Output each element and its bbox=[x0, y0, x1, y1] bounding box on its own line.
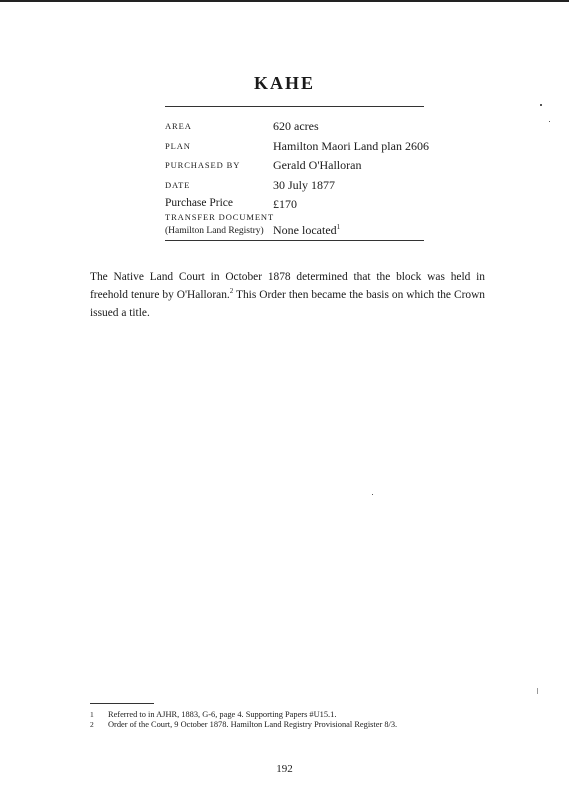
body-paragraph: The Native Land Court in October 1878 determined that the block was held in freehold tenure by O'Halloran.$^2$ This Order then became the basis on which the Crown issued a title. bbox=[90, 271, 485, 319]
footnote-text: Order of the Court, 9 October 1878. Hamilton Land Registry Provisional Register 8/3. bbox=[108, 720, 398, 729]
detail-value: £170 bbox=[273, 197, 297, 211]
footnote-rule bbox=[90, 703, 154, 704]
footnote-ref: 2 bbox=[229, 287, 234, 296]
table-top-rule bbox=[165, 106, 424, 107]
detail-label: Purchase Price bbox=[165, 197, 234, 209]
detail-label: PLAN bbox=[165, 141, 191, 151]
footnote-text: Referred to in AJHR, 1883, G-6, page 4. Supporting Papers #U15.1. bbox=[108, 710, 337, 719]
detail-value: None located$^1$ bbox=[273, 223, 341, 237]
footnote-number: 1 bbox=[90, 710, 94, 719]
table-bottom-rule bbox=[165, 240, 424, 241]
scan-speck bbox=[372, 494, 373, 495]
scan-speck bbox=[537, 688, 538, 694]
footnote-2 bbox=[90, 720, 397, 729]
detail-value: Gerald O'Halloran bbox=[273, 158, 362, 172]
scan-speck bbox=[540, 104, 542, 106]
page-top-edge bbox=[0, 0, 569, 2]
footnote-1 bbox=[90, 710, 336, 719]
detail-label: PURCHASED BY bbox=[165, 160, 241, 170]
footnote-number: 2 bbox=[90, 720, 94, 729]
detail-value: 620 acres bbox=[273, 119, 319, 133]
detail-label: AREA bbox=[165, 121, 192, 131]
page-number: 192 bbox=[276, 763, 293, 775]
detail-label: DATE bbox=[165, 180, 191, 190]
detail-value: Hamilton Maori Land plan 2606 bbox=[273, 139, 429, 153]
page-title: KAHE bbox=[253, 73, 315, 93]
detail-value: 30 July 1877 bbox=[273, 178, 336, 192]
detail-sublabel: (Hamilton Land Registry) bbox=[165, 226, 264, 236]
scan-speck bbox=[549, 121, 550, 122]
detail-label: TRANSFER DOCUMENT bbox=[165, 212, 275, 222]
footnote-ref: 1 bbox=[336, 223, 341, 231]
